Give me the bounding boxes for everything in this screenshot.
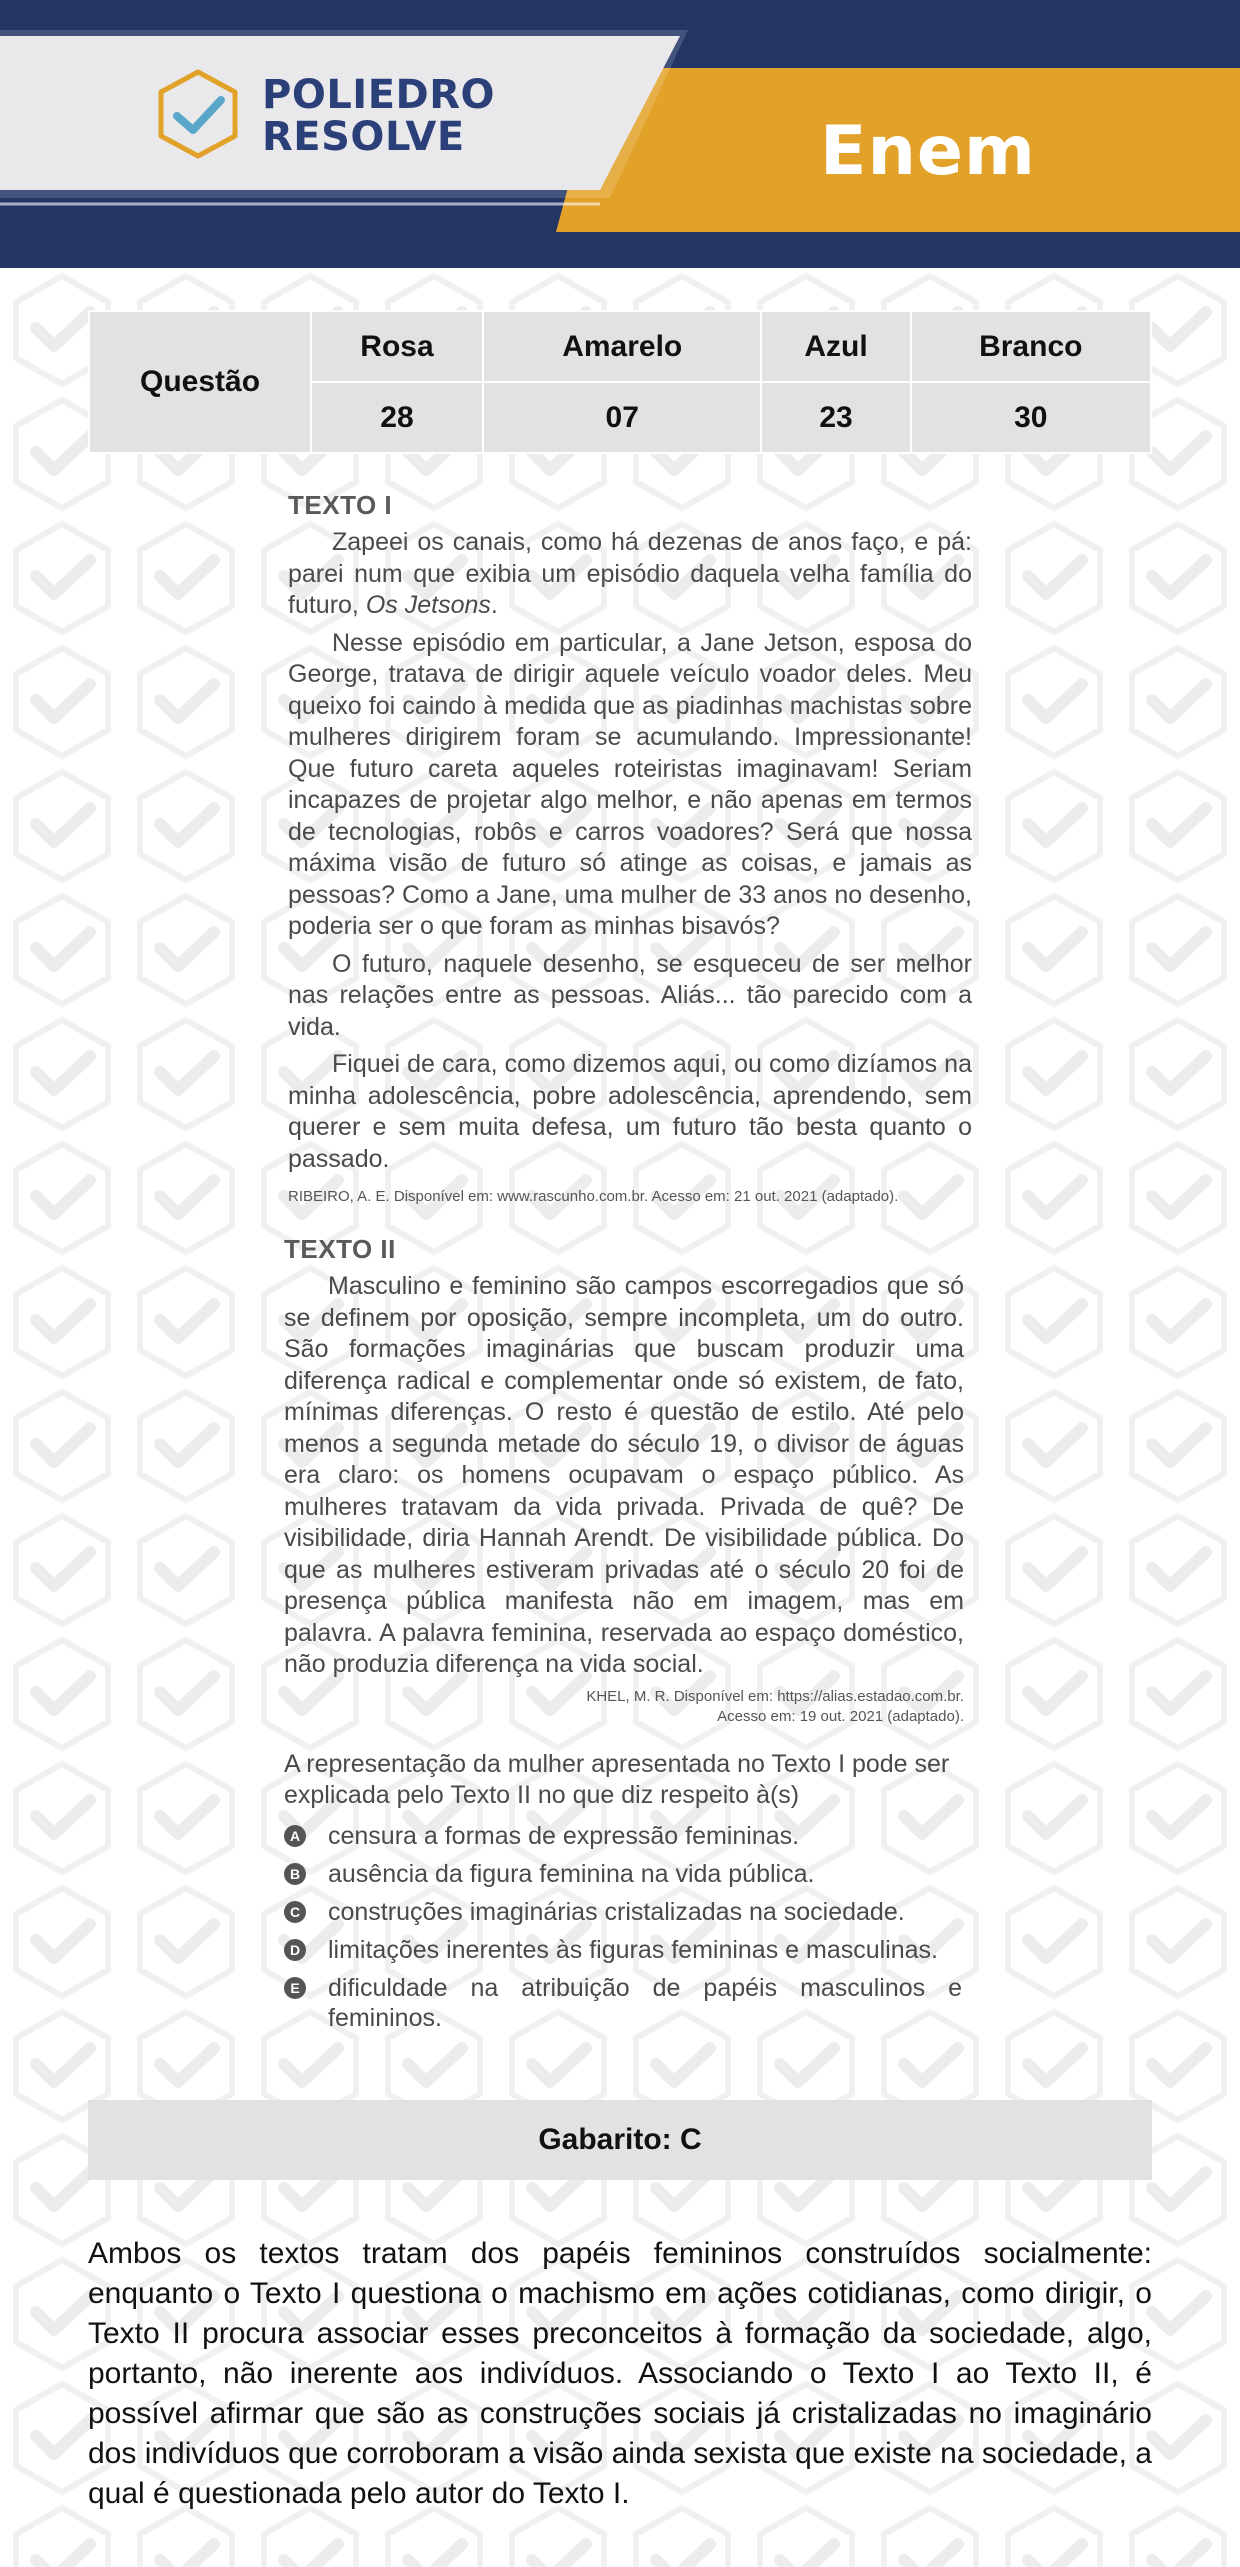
letter-d-badge: D <box>284 1939 306 1961</box>
texto1-source: RIBEIRO, A. E. Disponível em: www.rascunho.com.br. Acesso em: 21 out. 2021 (adaptado). <box>288 1188 899 1205</box>
logo-wordmark <box>262 74 495 158</box>
alternative-a <box>284 1821 964 1851</box>
texto2-source-line2: Acesso em: 19 out. 2021 (adaptado). <box>717 1707 964 1725</box>
number-rosa: 28 <box>311 382 483 453</box>
check-hexagon-icon <box>155 68 241 160</box>
question-table <box>88 310 1152 454</box>
texto1-title: TEXTO I <box>288 490 393 520</box>
number-amarelo: 07 <box>483 382 762 453</box>
texto2-title: TEXTO II <box>284 1234 396 1264</box>
table-row <box>89 311 1151 382</box>
color-branco: Branco <box>911 311 1151 382</box>
alternative-d <box>284 1935 964 1965</box>
texto1-paragraph: Fiquei de cara, como dizemos aqui, ou como dizíamos na minha adolescência, pobre adolescência, aprendendo, sem querer e sem muita defesa, um futuro tão besta quanto o passado. <box>288 1050 972 1173</box>
logo-line1: POLIEDRO <box>262 72 496 118</box>
color-azul: Azul <box>761 311 910 382</box>
question-label: Questão <box>89 311 311 453</box>
answer-key-bar: Gabarito: C <box>88 2100 1152 2180</box>
texto2-paragraph: Masculino e feminino são campos escorregadios que só se definem por oposição, sempre incompleta, um do outro. São formações imaginárias que buscam produzir uma diferença radical e complementar onde só existem, de fato, mínimas diferenças. O resto é questão de estilo. Até pelo menos a segunda metade do século 19, o divisor de águas era claro: os homens ocupavam o espaço público. As mulheres tratavam da vida privada. Privada de quê? De visibilidade, diria Hannah Arendt. De visibilidade pública. Do que as mulheres estiveram privadas até o século 20 foi de presença pública manifesta não em imagem, mas em palavra. A palavra feminina, reservada ao espaço doméstico, não produzia diferença na vida social. <box>284 1272 964 1678</box>
letter-e-badge: E <box>284 1977 306 1999</box>
texto1-paragraph: O futuro, naquele desenho, se esqueceu de ser melhor nas relações entre as pessoas. Aliás... tão parecido com a vida. <box>288 949 972 1041</box>
header-banner <box>0 0 1240 268</box>
texto1-p1-end: . <box>490 591 498 619</box>
alternative-text: dificuldade na atribuição de papéis masculinos e femininos. <box>328 1973 962 2032</box>
letter-a-badge: A <box>284 1825 306 1847</box>
exam-title: Enem <box>820 112 1036 191</box>
texto1-paragraph: Nesse episódio em particular, a Jane Jetson, esposa do George, tratava de dirigir aquele veículo voador deles. Meu queixo foi caindo à medida que as piadinhas machistas sobre mulheres dirigirem foram se acumulando. Impressionante! Que futuro careta aqueles roteiristas imaginavam! Seriam incapazes de projetar algo melhor, e não apenas em termos de tecnologias, robôs e carros voadores? Será que nossa máxima visão de futuro só atinge as coisas, e jamais as pessoas? Como a Jane, uma mulher de 33 anos no desenho, poderia ser o que foram as minhas bisavós? <box>288 628 972 940</box>
letter-c-badge: C <box>284 1901 306 1923</box>
number-branco: 30 <box>911 382 1151 453</box>
explanation-text: Ambos os textos tratam dos papéis femininos construídos socialmente: enquanto o Texto I questiona o machismo em ações cotidianas, como dirigir, o Texto II procura associar esses preconceitos à formação da sociedade, algo, portanto, não inerente aos indivíduos. Associando o Texto I ao Texto II, é possível afirmar que são as construções sociais já cristalizadas no imaginário dos indivíduos que corroboram a visão ainda sexista que existe na sociedade, a qual é questionada pelo autor do Texto I. <box>88 2237 1152 2510</box>
texto2-source <box>284 1687 964 1727</box>
texto1-p1-italic: Os Jetsons <box>365 591 491 619</box>
logo-line2: RESOLVE <box>262 114 465 160</box>
texto1-p1-text: Zapeei os canais, como há dezenas de anos faço, e pá: parei num que exibia um episódio daquela velha família do futuro, <box>288 528 972 619</box>
alternative-text: construções imaginárias cristalizadas na sociedade. <box>328 1897 905 1926</box>
texto1-paragraph <box>288 527 972 622</box>
color-rosa: Rosa <box>311 311 483 382</box>
color-amarelo: Amarelo <box>483 311 762 382</box>
alternative-text: censura a formas de expressão femininas. <box>328 1821 800 1850</box>
letter-b-badge: B <box>284 1863 306 1885</box>
alternative-text: limitações inerentes às figuras femininas e masculinas. <box>328 1935 938 1964</box>
alternative-e <box>284 1973 964 2033</box>
number-azul: 23 <box>761 382 910 453</box>
texto2-block <box>284 1234 964 2041</box>
texto1-block <box>288 490 972 1207</box>
alternative-b <box>284 1859 964 1889</box>
alternative-c <box>284 1897 964 1927</box>
texto2-source-line1: KHEL, M. R. Disponível em: https://alias.estadao.com.br. <box>586 1687 964 1705</box>
question-prompt: A representação da mulher apresentada no Texto I pode ser explicada pelo Texto II no que diz respeito à(s) <box>284 1749 950 1809</box>
alternative-text: ausência da figura feminina na vida pública. <box>328 1859 815 1888</box>
